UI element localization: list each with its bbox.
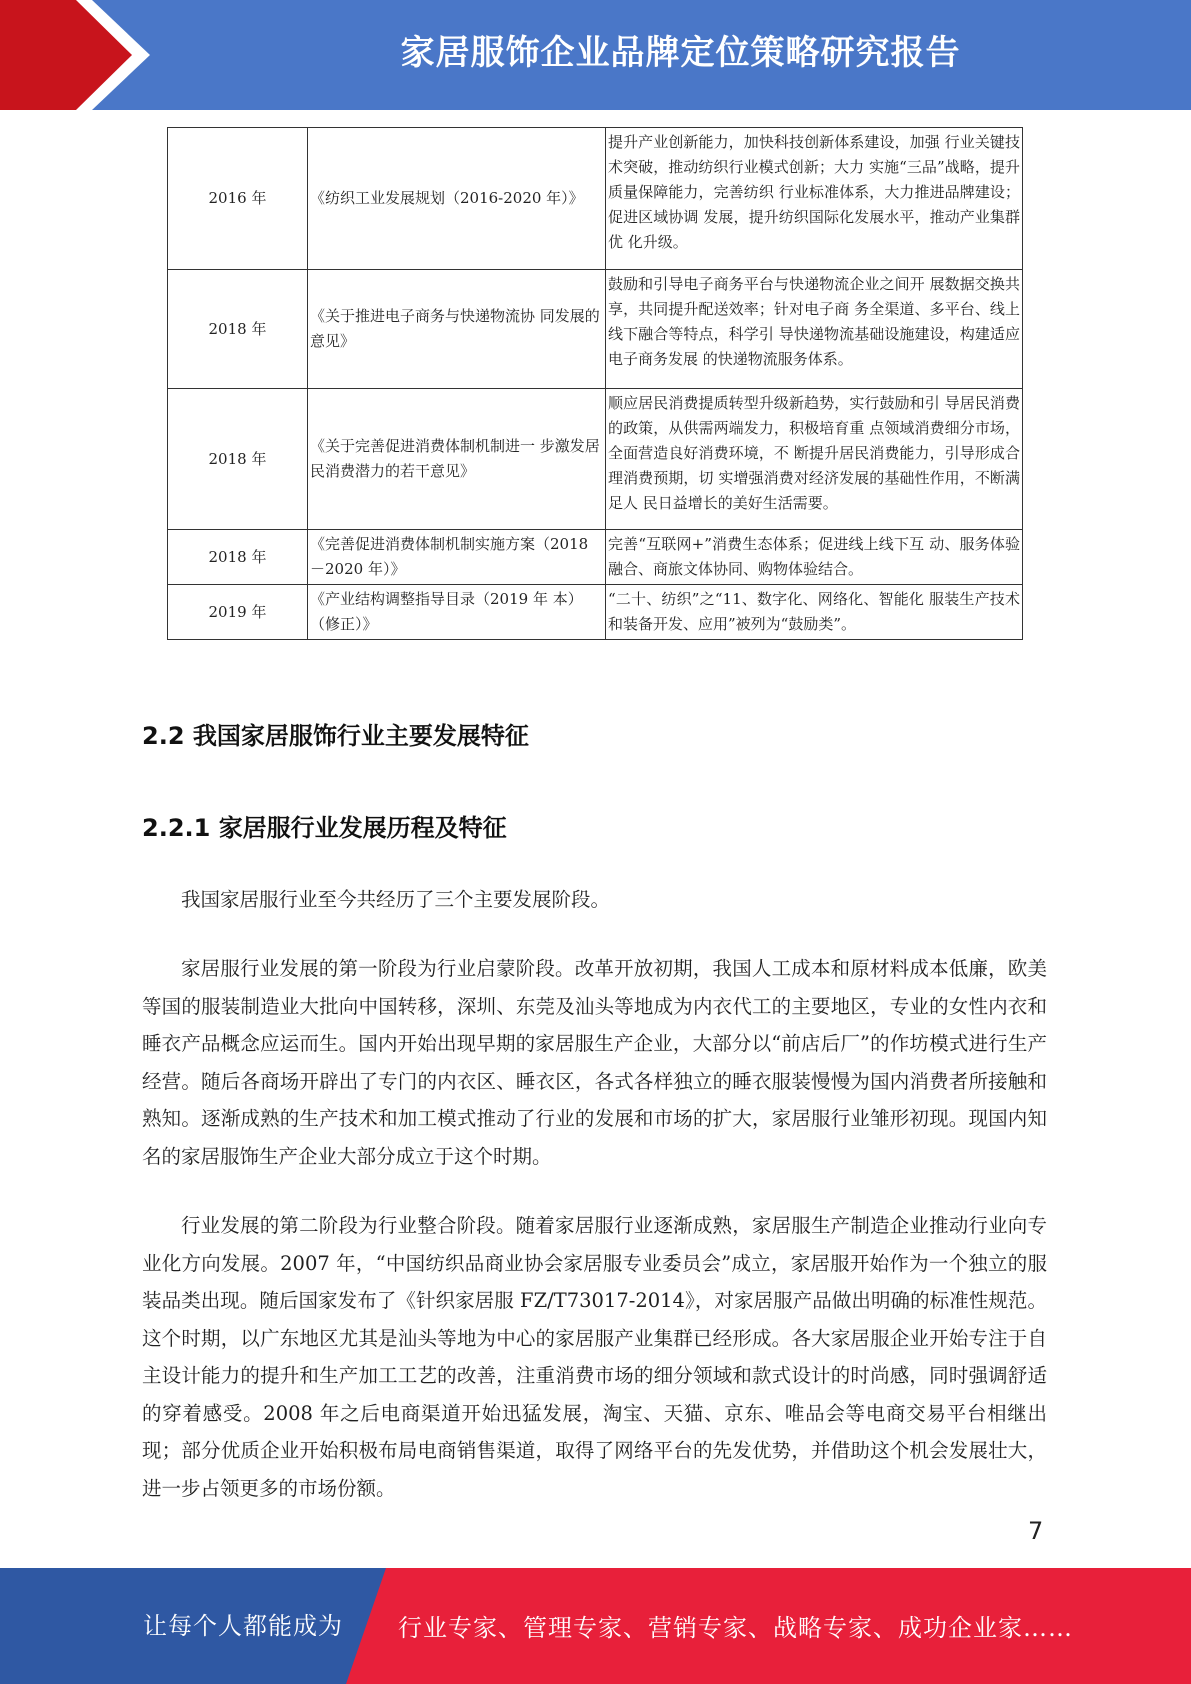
table-row <box>168 128 1023 270</box>
body-paragraph: 我国家居服行业至今共经历了三个主要发展阶段。 <box>181 888 611 911</box>
page-footer-banner <box>0 1568 1191 1684</box>
page-number: 7 <box>1028 1517 1044 1545</box>
red-chevron-decoration <box>0 0 150 110</box>
policy-desc-cell: 鼓励和引导电子商务平台与快递物流企业之间开 展数据交换共享，共同提升配送效率；针对电子商 务全渠道、多平台、线上线下融合等特点，科学引 导快递物流基础设施建设，构建适应电子商务发展 的快递物流服务体系。 <box>606 270 1023 389</box>
policy-name-cell: 《关于推进电子商务与快递物流协 同发展的意见》 <box>308 270 606 389</box>
year-cell: 2018 年 <box>168 270 308 389</box>
report-title: 家居服饰企业品牌定位策略研究报告 <box>400 33 961 73</box>
page-header-banner <box>0 0 1191 110</box>
policy-name-cell: 《关于完善促进消费体制机制进一 步激发居民消费潜力的若干意见》 <box>308 389 606 530</box>
year-cell: 2019 年 <box>168 585 308 640</box>
policy-desc-cell: 顺应居民消费提质转型升级新趋势，实行鼓励和引 导居民消费的政策，从供需两端发力，积极培育重 点领域消费细分市场，全面营造良好消费环境，不 断提升居民消费能力，引导形成合理消费预期，切 实增强消费对经济发展的基础性作用，不断满足人 民日益增长的美好生活需要。 <box>606 389 1023 530</box>
table-row <box>168 585 1023 640</box>
subsection-heading: 2.2.1 家居服行业发展历程及特征 <box>142 814 507 842</box>
section-heading: 2.2 我国家居服饰行业主要发展特征 <box>142 722 529 750</box>
year-cell: 2018 年 <box>168 389 308 530</box>
body-paragraph: 行业发展的第二阶段为行业整合阶段。随着家居服行业逐渐成熟，家居服生产制造企业推动行业向专业化方向发展。2007 年，“中国纺织品商业协会家居服专业委员会”成立，家居服开始作为一个独立的服装品类出现。随后国家发布了《针织家居服 FZ/T73017-2014》，对家居服产品做出明确的标准性规范。这个时期，以广东地区尤其是汕头等地为中心的家居服产业集群已经形成。各大家居服企业开始专注于自主设计能力的提升和生产加工工艺的改善，注重消费市场的细分领域和款式设计的时尚感，同时强调舒适的穿着感受。2008 年之后电商渠道开始迅猛发展，淘宝、天猫、京东、唯品会等电商交易平台相继出现；部分优质企业开始积极布局电商销售渠道，取得了网络平台的先发优势，并借助这个机会发展壮大，进一步占领更多的市场份额。 <box>142 1214 1047 1500</box>
body-paragraph: 家居服行业发展的第一阶段为行业启蒙阶段。改革开放初期，我国人工成本和原材料成本低廉，欧美等国的服装制造业大批向中国转移，深圳、东莞及汕头等地成为内衣代工的主要地区，专业的女性内衣和睡衣产品概念应运而生。国内开始出现早期的家居服生产企业，大部分以“前店后厂”的作坊模式进行生产经营。随后各商场开辟出了专门的内衣区、睡衣区，各式各样独立的睡衣服装慢慢为国内消费者所接触和熟知。逐渐成熟的生产技术和加工模式推动了行业的发展和市场的扩大，家居服行业雏形初现。现国内知名的家居服饰生产企业大部分成立于这个时期。 <box>142 957 1047 1168</box>
year-cell: 2016 年 <box>168 128 308 270</box>
table-row <box>168 389 1023 530</box>
footer-slogan-right: 行业专家、管理专家、营销专家、战略专家、成功企业家…… <box>398 1614 1073 1642</box>
policy-name-cell: 《纺织工业发展规划（2016-2020 年）》 <box>308 128 606 270</box>
policy-desc-cell: 完善“互联网+”消费生态体系；促进线上线下互 动、服务体验融合、商旅文体协同、购物体验结合。 <box>606 530 1023 585</box>
table-row <box>168 530 1023 585</box>
policy-name-cell: 《产业结构调整指导目录（2019 年 本）（修正）》 <box>308 585 606 640</box>
policy-table <box>167 127 1023 640</box>
policy-desc-cell: “二十、纺织”之“11、数字化、网络化、智能化 服装生产技术和装备开发、应用”被列为“鼓励类”。 <box>606 585 1023 640</box>
policy-desc-cell: 提升产业创新能力，加快科技创新体系建设，加强 行业关键技术突破，推动纺织行业模式创新；大力 实施“三品”战略，提升质量保障能力，完善纺织 行业标准体系，大力推进品牌建设；促进区域协调 发展，提升纺织国际化发展水平，推动产业集群优 化升级。 <box>606 128 1023 270</box>
footer-slogan-left: 让每个人都能成为 <box>143 1612 343 1640</box>
policy-name-cell: 《完善促进消费体制机制实施方案（2018－2020 年）》 <box>308 530 606 585</box>
table-row <box>168 270 1023 389</box>
year-cell: 2018 年 <box>168 530 308 585</box>
